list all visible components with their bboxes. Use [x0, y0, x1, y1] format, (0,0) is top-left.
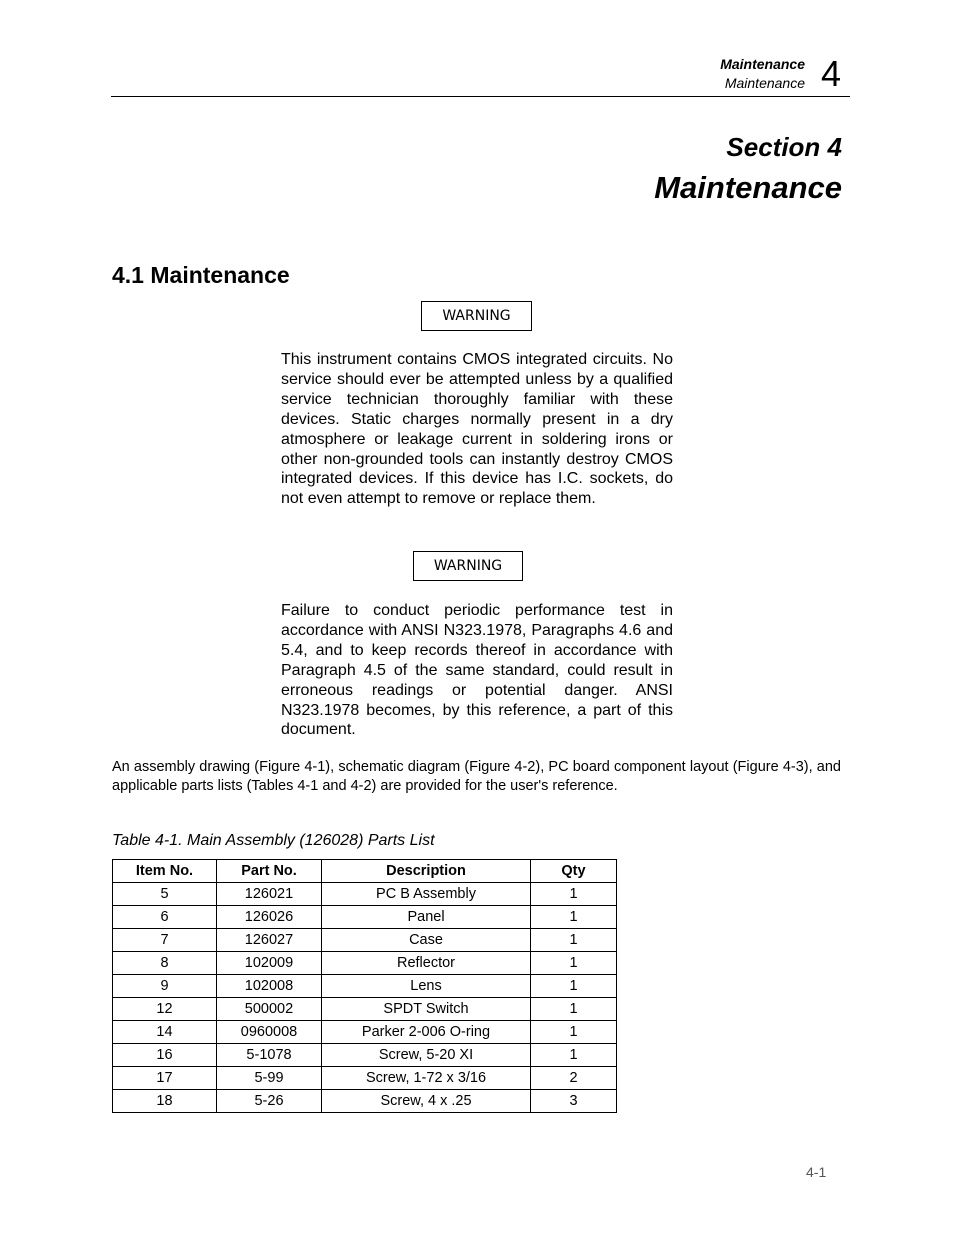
section-label: Section 4: [726, 132, 842, 162]
cell-description: Screw, 1-72 x 3/16: [322, 1067, 531, 1090]
table-row: [113, 952, 617, 975]
warning-label-2: WARNING: [413, 551, 523, 581]
cell-item-no: 7: [113, 929, 217, 952]
cell-qty: 1: [531, 1044, 617, 1067]
cell-description: Case: [322, 929, 531, 952]
section-title: Maintenance: [654, 170, 842, 205]
cell-qty: 1: [531, 975, 617, 998]
column-header-item-no: Item No.: [113, 860, 217, 883]
table-caption: Table 4-1. Main Assembly (126028) Parts List: [112, 832, 435, 849]
table-row: [113, 1090, 617, 1113]
parts-list-table: [112, 859, 617, 1113]
table-row: [113, 906, 617, 929]
cell-item-no: 12: [113, 998, 217, 1021]
cell-qty: 1: [531, 906, 617, 929]
cell-part-no: 126026: [217, 906, 322, 929]
cell-item-no: 14: [113, 1021, 217, 1044]
warning-text-1: This instrument contains CMOS integrated circuits. No service should ever be attempted unless by a qualified service technician thoroughly familiar with these devices. Static charges normally present in a dry atmosphere or leakage current in soldering irons or other non-grounded tools can instantly destroy CMOS integrated devices. If this device has I.C. sockets, do not even attempt to remove or replace them.: [281, 351, 673, 508]
warning-label-1: WARNING: [421, 301, 532, 331]
cell-item-no: 8: [113, 952, 217, 975]
cell-part-no: 5-26: [217, 1090, 322, 1113]
cell-part-no: 126027: [217, 929, 322, 952]
cell-item-no: 5: [113, 883, 217, 906]
warning-text-2: Failure to conduct periodic performance test in accordance with ANSI N323.1978, Paragraphs 4.6 and 5.4, and to keep records thereof in accordance with Paragraph 4.5 of the same standard, could result in erroneous readings or potential danger. ANSI N323.1978 becomes, by this reference, a part of this document.: [281, 602, 673, 739]
table-header-row: [113, 860, 617, 883]
cell-part-no: 5-1078: [217, 1044, 322, 1067]
cell-item-no: 6: [113, 906, 217, 929]
running-header-subtitle: Maintenance: [724, 75, 805, 91]
table-row: [113, 1044, 617, 1067]
cell-item-no: 17: [113, 1067, 217, 1090]
cell-qty: 1: [531, 883, 617, 906]
cell-qty: 3: [531, 1090, 617, 1113]
cell-part-no: 5-99: [217, 1067, 322, 1090]
table-row: [113, 1021, 617, 1044]
cell-qty: 1: [531, 1021, 617, 1044]
cell-part-no: 0960008: [217, 1021, 322, 1044]
table-row: [113, 1067, 617, 1090]
cell-qty: 1: [531, 929, 617, 952]
chapter-number: 4: [821, 53, 842, 94]
page-number: 4-1: [806, 1164, 827, 1180]
cell-item-no: 16: [113, 1044, 217, 1067]
cell-part-no: 500002: [217, 998, 322, 1021]
cell-description: Screw, 4 x .25: [322, 1090, 531, 1113]
cell-qty: 1: [531, 952, 617, 975]
running-header-title: Maintenance: [720, 56, 805, 72]
header-rule: [111, 96, 850, 97]
subsection-heading: 4.1 Maintenance: [112, 262, 290, 288]
table-row: [113, 883, 617, 906]
intro-paragraph: An assembly drawing (Figure 4-1), schematic diagram (Figure 4-2), PC board component layout (Figure 4-3), and applicable parts lists (Tables 4-1 and 4-2) are provided for the user's reference.: [112, 759, 841, 794]
table-row: [113, 975, 617, 998]
cell-item-no: 9: [113, 975, 217, 998]
cell-part-no: 126021: [217, 883, 322, 906]
column-header-description: Description: [322, 860, 531, 883]
cell-description: Panel: [322, 906, 531, 929]
cell-qty: 2: [531, 1067, 617, 1090]
cell-description: Parker 2-006 O-ring: [322, 1021, 531, 1044]
cell-description: Reflector: [322, 952, 531, 975]
table-row: [113, 998, 617, 1021]
cell-item-no: 18: [113, 1090, 217, 1113]
cell-description: PC B Assembly: [322, 883, 531, 906]
cell-qty: 1: [531, 998, 617, 1021]
cell-part-no: 102008: [217, 975, 322, 998]
table-row: [113, 929, 617, 952]
column-header-qty: Qty: [531, 860, 617, 883]
cell-part-no: 102009: [217, 952, 322, 975]
cell-description: Lens: [322, 975, 531, 998]
cell-description: SPDT Switch: [322, 998, 531, 1021]
column-header-part-no: Part No.: [217, 860, 322, 883]
cell-description: Screw, 5-20 XI: [322, 1044, 531, 1067]
